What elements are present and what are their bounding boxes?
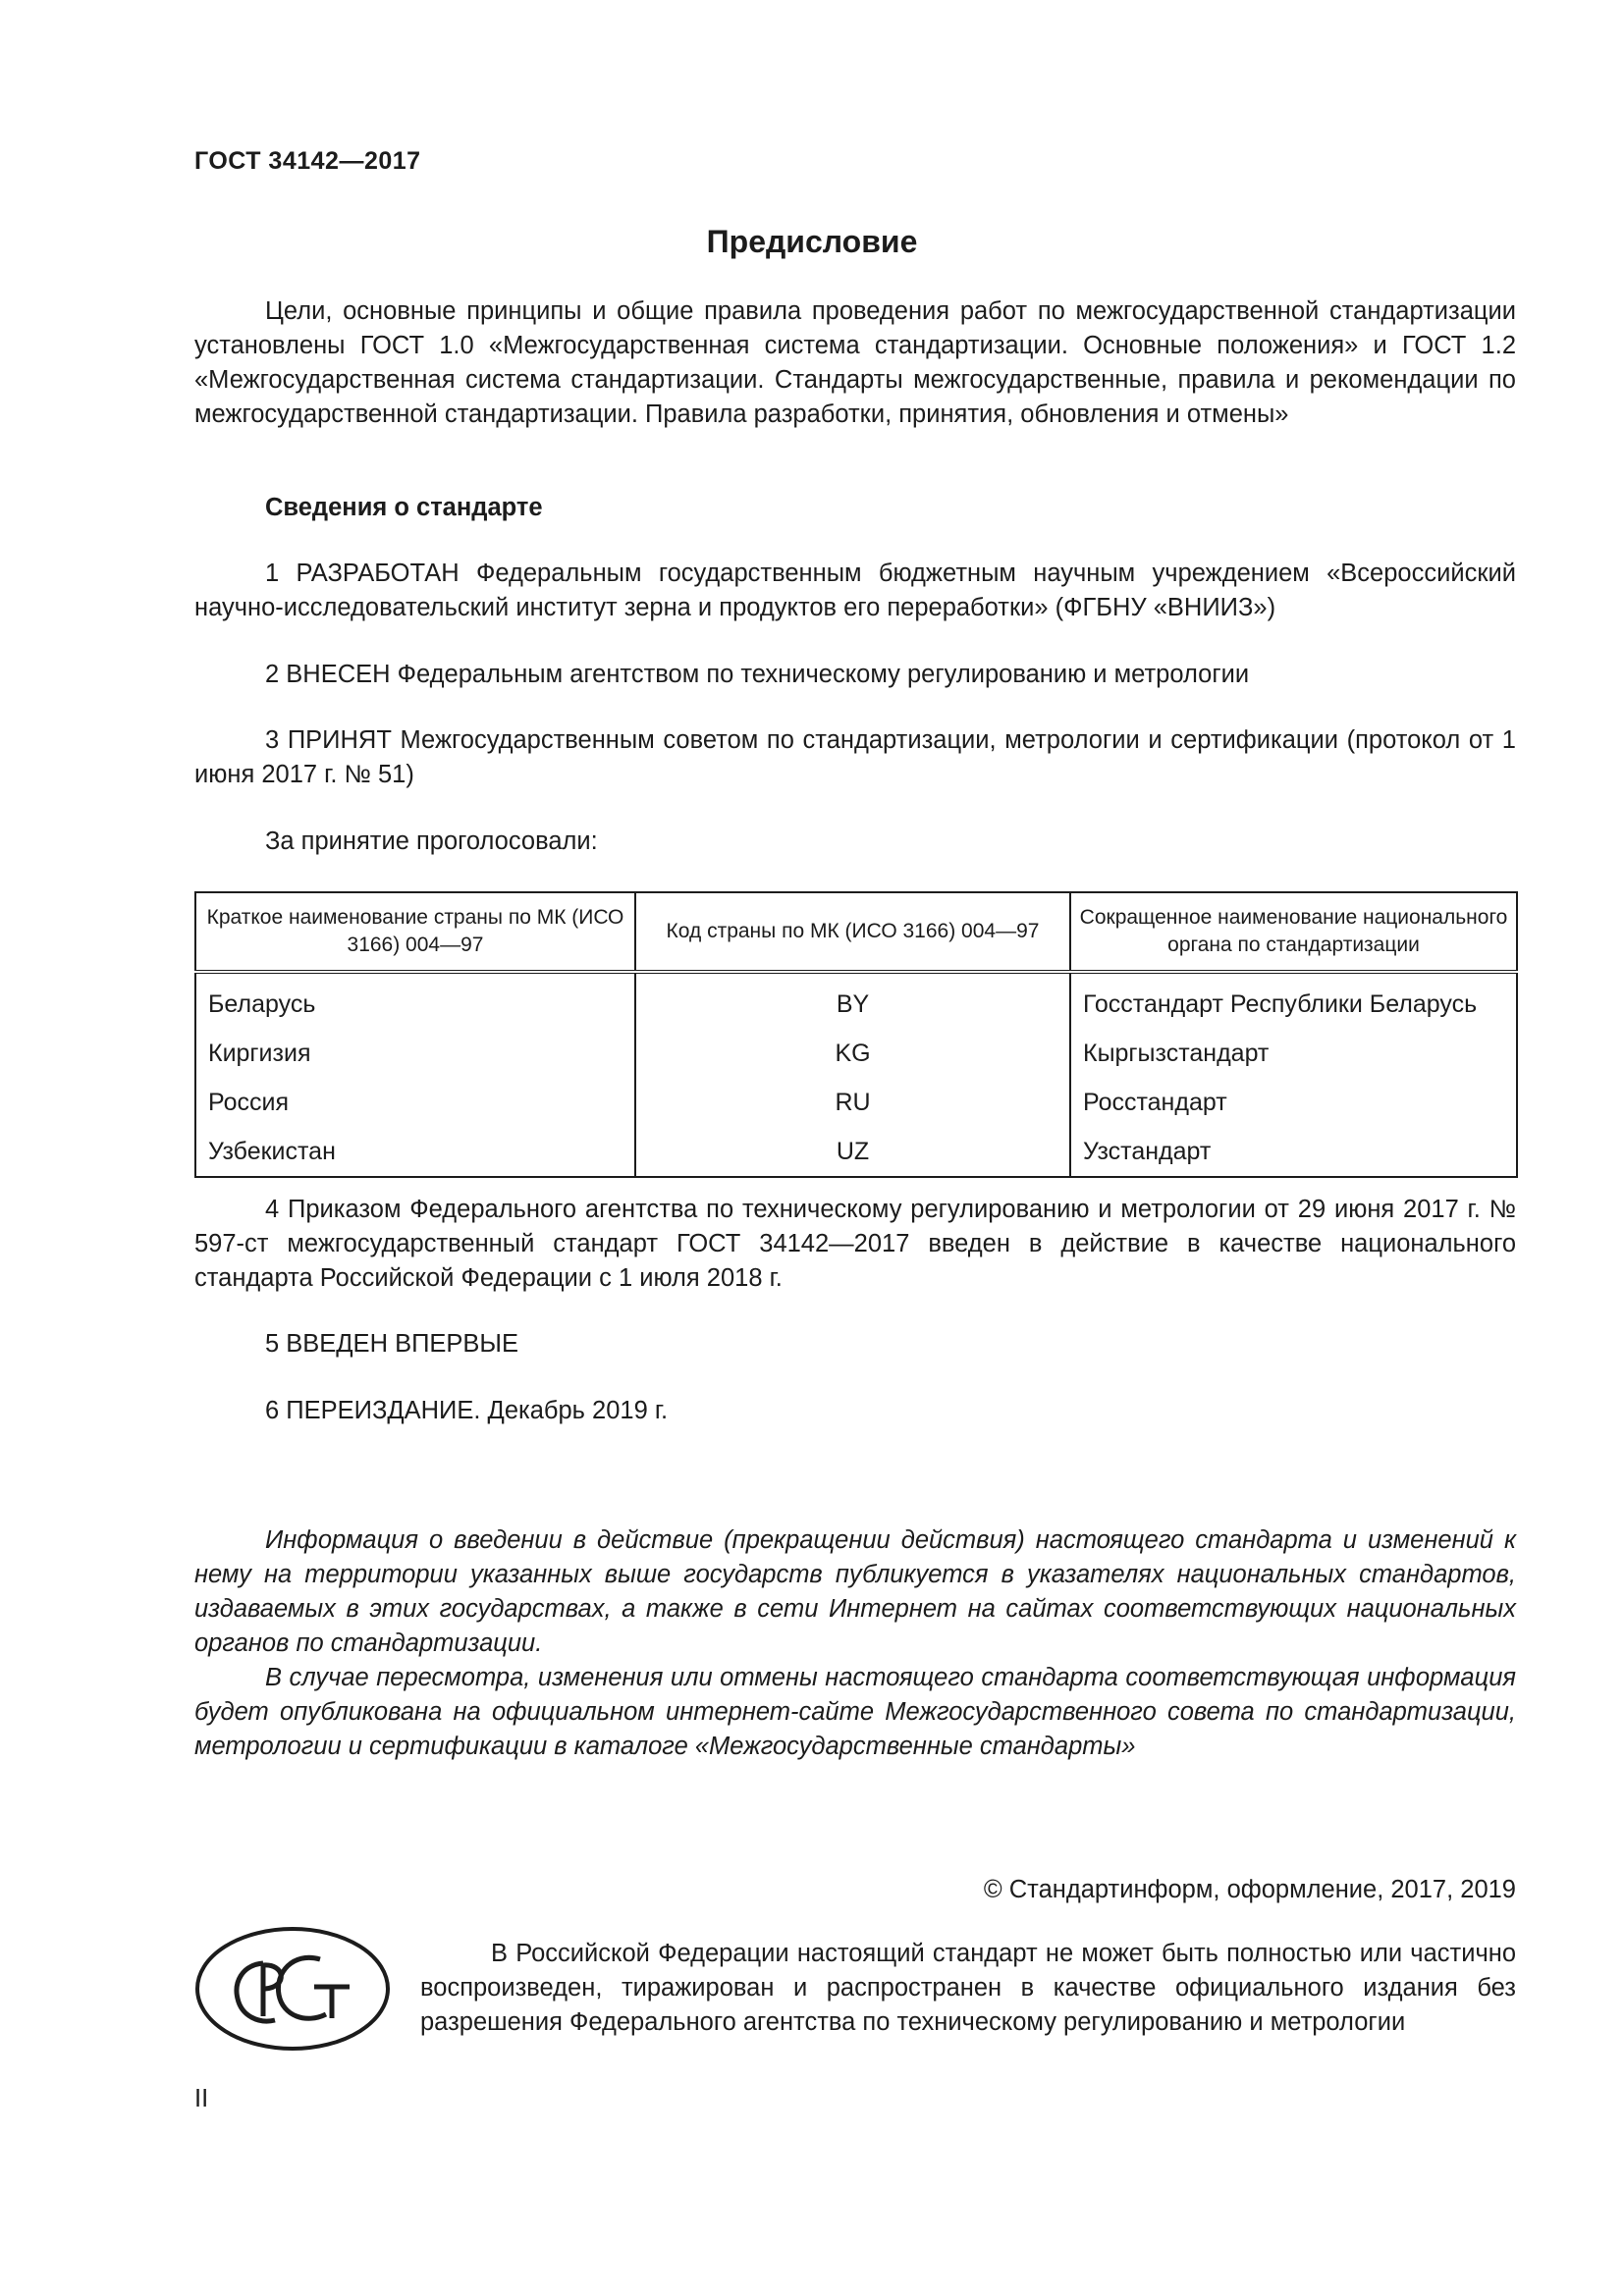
item-1 bbox=[194, 557, 1516, 625]
col-header-code: Код страны по МК (ИСО 3166) 004—97 bbox=[635, 892, 1070, 972]
item-3 bbox=[194, 723, 1516, 792]
country-cell: Узбекистан bbox=[208, 1137, 336, 1165]
voting-table bbox=[194, 891, 1518, 1178]
table-row bbox=[195, 1078, 1517, 1127]
rst-logo bbox=[194, 1926, 391, 2052]
country-cell: Киргизия bbox=[208, 1039, 311, 1067]
vote-label: За принятие проголосовали: bbox=[265, 828, 598, 855]
code-cell: KG bbox=[635, 1029, 1070, 1078]
info-block bbox=[194, 1523, 1516, 1764]
info-paragraph-1: Информация о введении в действие (прекращении действия) настоящего стандарта и изменений к нему на территории указанных выше государств публикуется в указателях национальных стандартов, издаваемых в этих государствах, а также в сети Интернет на сайтах соответствующих национальных органов по стандартизации. bbox=[194, 1526, 1516, 1657]
page-title: Предисловие bbox=[706, 224, 918, 259]
reproduction-notice bbox=[420, 1937, 1516, 2040]
table-row bbox=[195, 972, 1517, 1029]
table-header-row bbox=[195, 892, 1517, 972]
country-cell: Беларусь bbox=[208, 989, 316, 1018]
code-cell: BY bbox=[635, 972, 1070, 1029]
item-1-text: 1 РАЗРАБОТАН Федеральным государственным бюджетным научным учреждением «Всероссийский научно-исследовательский институт зерна и продуктов его переработки» (ФГБНУ «ВНИИЗ») bbox=[194, 560, 1516, 621]
body-cell: Кыргызстандарт bbox=[1070, 1029, 1517, 1078]
item-6: 6 ПЕРЕИЗДАНИЕ. Декабрь 2019 г. bbox=[265, 1397, 669, 1424]
code-cell: UZ bbox=[635, 1127, 1070, 1177]
page-number: II bbox=[194, 2085, 209, 2112]
table-row bbox=[195, 1127, 1517, 1177]
code-cell: RU bbox=[635, 1078, 1070, 1127]
col-header-country: Краткое наименование страны по МК (ИСО 3166) 004—97 bbox=[195, 892, 635, 972]
intro-text: Цели, основные принципы и общие правила проведения работ по межгосударственной стандартизации установлены ГОСТ 1.0 «Межгосударственная система стандартизации. Основные положения» и ГОСТ 1.2 «Межгосударственная система стандартизации. Стандарты межгосударственные, правила и рекомендации по межгосударственной стандартизации. Правила разработки, принятия, обновления и отмены» bbox=[194, 297, 1516, 428]
rst-logo-icon bbox=[194, 1926, 391, 2052]
col-header-body: Сокращенное наименование национального органа по стандартизации bbox=[1070, 892, 1517, 972]
notice-text: В Российской Федерации настоящий стандарт не может быть полностью или частично воспроизведен, тиражирован и распространен в качестве официального издания без разрешения Федерального агентства по техническому регулированию и метрологии bbox=[420, 1940, 1516, 2036]
document-header: ГОСТ 34142—2017 bbox=[194, 147, 421, 175]
item-3-text: 3 ПРИНЯТ Межгосударственным советом по стандартизации, метрологии и сертификации (протокол от 1 июня 2017 г. № 51) bbox=[194, 726, 1516, 788]
item-2: 2 ВНЕСЕН Федеральным агентством по техническому регулированию и метрологии bbox=[265, 661, 1250, 688]
body-cell: Росстандарт bbox=[1070, 1078, 1517, 1127]
item-4-text: 4 Приказом Федерального агентства по техническому регулированию и метрологии от 29 июня 2017 г. № 597-ст межгосударственный стандарт ГОСТ 34142—2017 введен в действие в качестве национального стандарта Российской Федерации с 1 июля 2018 г. bbox=[194, 1196, 1516, 1292]
body-cell: Госстандарт Республики Беларусь bbox=[1070, 972, 1517, 1029]
section-heading: Сведения о стандарте bbox=[265, 494, 543, 521]
country-cell: Россия bbox=[208, 1088, 289, 1116]
body-cell: Узстандарт bbox=[1070, 1127, 1517, 1177]
item-5: 5 ВВЕДЕН ВПЕРВЫЕ bbox=[265, 1330, 519, 1358]
info-paragraph-2: В случае пересмотра, изменения или отмены настоящего стандарта соответствующая информация будет опубликована на официальном интернет-сайте Межгосударственного совета по стандартизации, метрологии и сертификации в каталоге «Межгосударственные стандарты» bbox=[194, 1664, 1516, 1760]
copyright: © Стандартинформ, оформление, 2017, 2019 bbox=[983, 1876, 1516, 1903]
intro-paragraph bbox=[194, 294, 1516, 432]
item-4 bbox=[194, 1193, 1516, 1296]
table-row bbox=[195, 1029, 1517, 1078]
